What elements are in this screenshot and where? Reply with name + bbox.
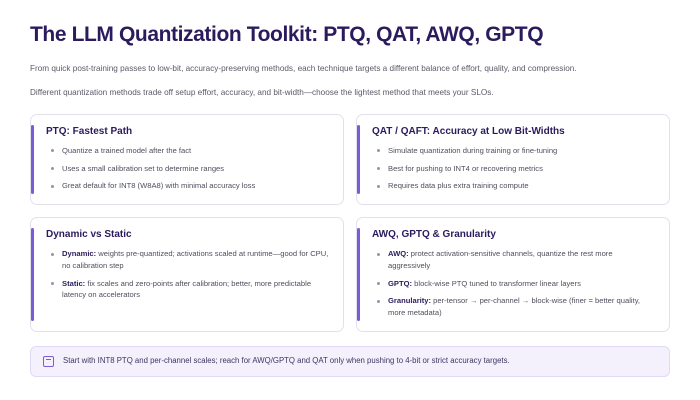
list-item-text: Best for pushing to INT4 or recovering metrics bbox=[388, 163, 543, 173]
intro-paragraph-2: Different quantization methods trade off setup effort, accuracy, and bit‑width—choose the lightest method that meets your SLOs. bbox=[30, 88, 494, 98]
card-awq-gptq bbox=[356, 217, 670, 332]
card-title: AWQ, GPTQ & Granularity bbox=[372, 229, 496, 241]
list-item-text: fix scales and zero‑points after calibration; better, more predictable latency on accelerators bbox=[62, 278, 312, 300]
list-item bbox=[386, 248, 656, 272]
list-item bbox=[60, 180, 330, 192]
list-item bbox=[386, 295, 656, 319]
card-title: PTQ: Fastest Path bbox=[46, 125, 133, 137]
list-item-lead: Static: bbox=[62, 278, 86, 288]
list-item bbox=[386, 278, 656, 290]
card-dynamic-static bbox=[30, 217, 344, 332]
list-item bbox=[60, 278, 330, 302]
list-item-text: weights pre‑quantized; activations scaled at runtime—good for CPU, no calibration step bbox=[62, 249, 329, 270]
list-item-lead: Dynamic: bbox=[62, 249, 97, 259]
card-ptq bbox=[30, 114, 344, 205]
list-item bbox=[60, 163, 330, 175]
card-bullet-list bbox=[44, 248, 330, 301]
list-item-text: Uses a small calibration set to determine ranges bbox=[62, 163, 225, 173]
list-item-text: Requires data plus extra training compute bbox=[388, 181, 529, 191]
list-item-text: Simulate quantization during training or fine‑tuning bbox=[388, 145, 558, 155]
list-item bbox=[60, 248, 330, 272]
footer-callout bbox=[30, 346, 670, 377]
list-item-lead: AWQ: bbox=[388, 249, 409, 259]
card-bullet-list bbox=[44, 145, 330, 192]
card-title: QAT / QAFT: Accuracy at Low Bit-Widths bbox=[372, 125, 565, 137]
card-bullet-list bbox=[370, 145, 656, 192]
intro-paragraph-1: From quick post-training passes to low-bit, accuracy‑preserving methods, each technique targets a different balance of effort, quality, and compression. bbox=[30, 64, 577, 74]
card-grid bbox=[30, 114, 670, 332]
list-item-text: per‑tensor → per‑channel → block‑wise (finer = better quality, more metadata) bbox=[388, 296, 641, 318]
list-item bbox=[386, 145, 656, 157]
list-item bbox=[60, 145, 330, 157]
list-item-text: protect activation‑sensitive channels, quantize the rest more aggressively bbox=[388, 249, 613, 270]
note-icon bbox=[43, 356, 54, 367]
card-title: Dynamic vs Static bbox=[46, 229, 132, 241]
list-item-lead: GPTQ: bbox=[388, 278, 413, 288]
list-item-text: block‑wise PTQ tuned to transformer linear layers bbox=[412, 278, 581, 288]
list-item-text: Great default for INT8 (W8A8) with minimal accuracy loss bbox=[62, 181, 256, 191]
page-title: The LLM Quantization Toolkit: PTQ, QAT, AWQ, GPTQ bbox=[30, 23, 544, 46]
list-item-lead: Granularity: bbox=[388, 296, 432, 306]
list-item bbox=[386, 180, 656, 192]
list-item-text: Quantize a trained model after the fact bbox=[62, 145, 192, 155]
footer-callout-text: Start with INT8 PTQ and per‑channel scales; reach for AWQ/GPTQ and QAT only when pushing to 4‑bit or strict accuracy targets. bbox=[63, 355, 510, 365]
card-qat bbox=[356, 114, 670, 205]
card-bullet-list bbox=[370, 248, 656, 319]
list-item bbox=[386, 163, 656, 175]
